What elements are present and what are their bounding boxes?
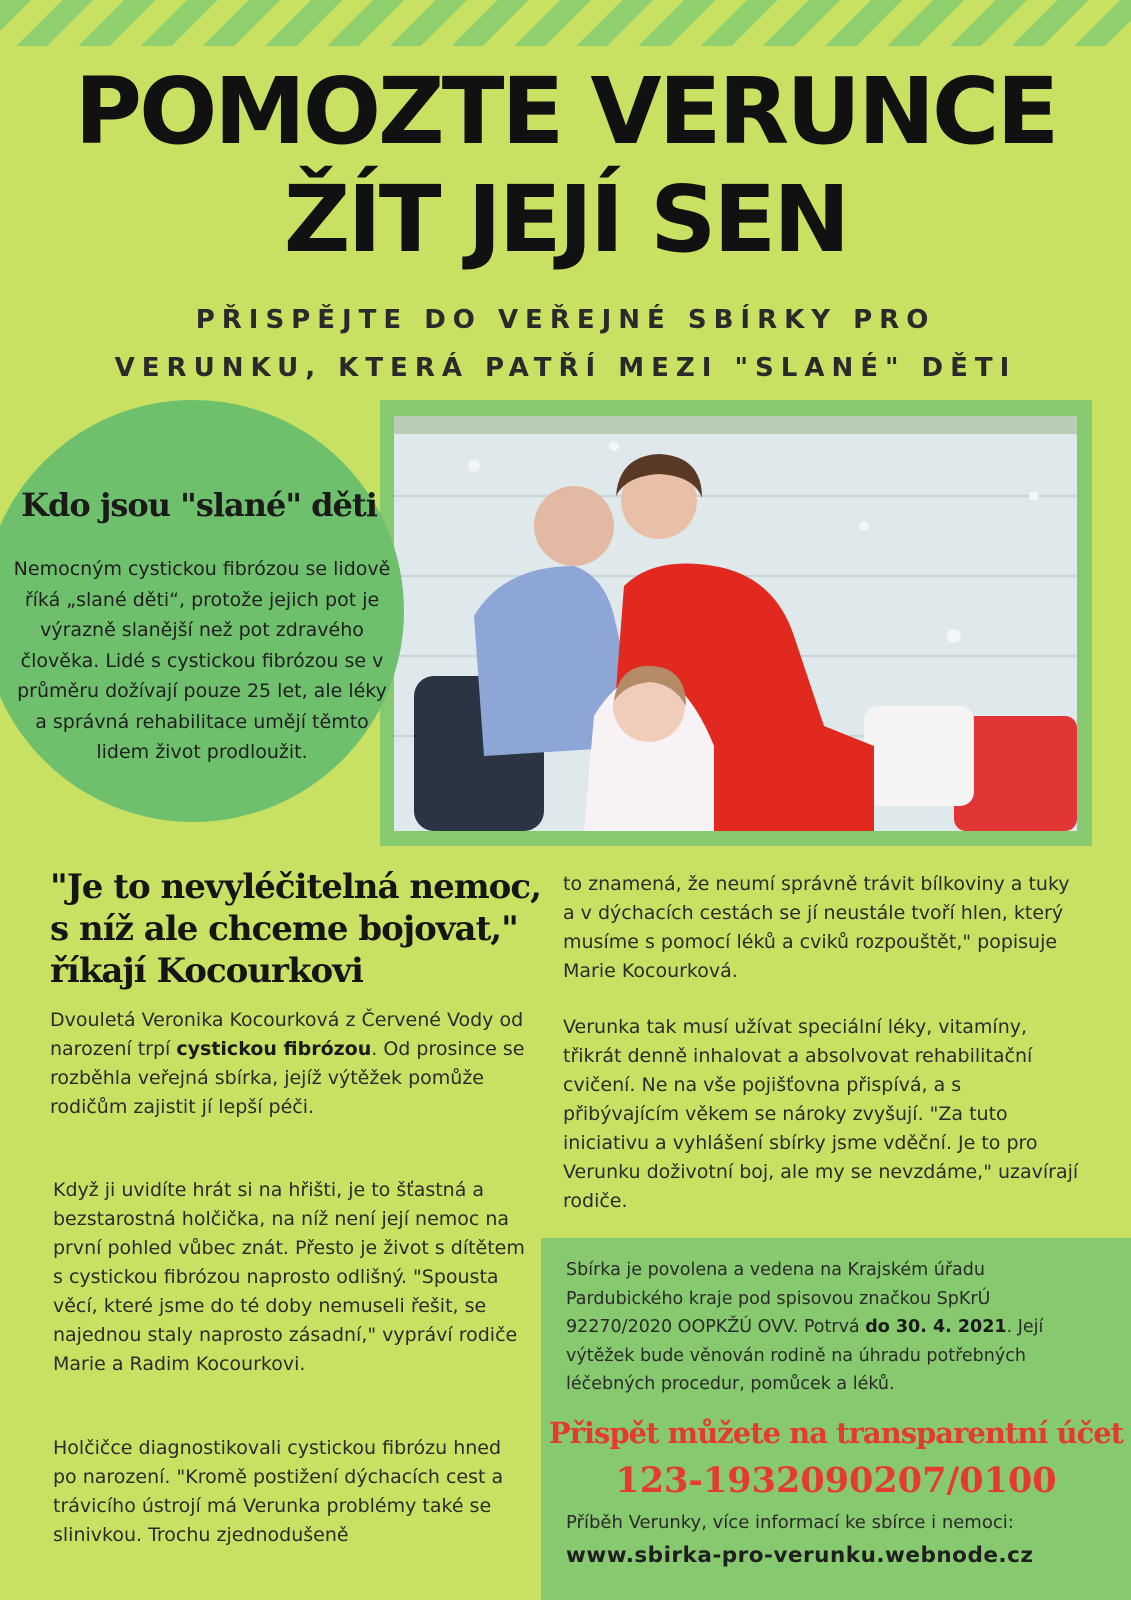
collection-info-text <box>566 1256 1086 1399</box>
poster-title <box>0 58 1131 274</box>
p1-text-end: . Od prosince se rozběhla veřejná sbírka, jejíž výtěžek pomůže rodičům zajistit jí lepší péči. <box>50 1038 525 1118</box>
circle-heading: Kdo jsou "slané" děti <box>21 486 377 524</box>
account-number: 123-1932090207/0100 <box>615 1460 1057 1501</box>
p1-bold-text: cystickou fibrózou <box>176 1038 372 1060</box>
article-paragraph-1 <box>50 1006 525 1122</box>
article-paragraph-2: Když ji uvidíte hrát si na hřišti, je to šťastná a bezstarostná holčička, na níž není její nemoc na první pohled vůbec znát. Přesto je život s dítětem s cystickou fibrózou naprosto odlišný. "Spousta věcí, které jsme do té doby nemuseli řešit, se najednou staly naprosto zásadní," vypráví rodiče Marie a Radim Kocourkovi. <box>53 1179 525 1375</box>
info-deadline: do 30. 4. 2021 <box>865 1317 1007 1337</box>
article-paragraph-4: to znamená, že neumí správně trávit bílkoviny a tuky a v dýchacích cestách se jí neustále tvoří hlen, který musíme s pomocí léků a cviků rozpouštět," popisuje Marie Kocourková. <box>563 873 1070 982</box>
family-photo <box>394 416 1077 831</box>
article-paragraph-3: Holčičce diagnostikovali cystickou fibrózu hned po narození. "Kromě postižení dýchacích cest a trávicího ústrojí má Verunka problémy také se slinivkou. Trochu zjednodušeně <box>53 1437 504 1546</box>
p1-text-start: Dvouletá Veronika Kocourková z Červené Vody od narození trpí <box>50 1009 524 1060</box>
account-label: Přispět můžete na transparentní účet <box>548 1416 1124 1450</box>
info-text-start: Sbírka je povolena a vedena na Krajském úřadu Pardubického kraje pod spisovou značkou SpKrÚ 92270/2020 OOPKŽÚ OVV. Potrvá <box>566 1260 991 1337</box>
article-quote-heading: "Je to nevyléčitelná nemoc, s níž ale chceme bojovat," říkají Kocourkovi <box>50 867 541 991</box>
article-paragraph-5: Verunka tak musí užívat speciální léky, vitamíny, třikrát denně inhalovat a absolvovat rehabilitační cvičení. Ne na vše pojišťovna přispívá, a s přibývajícím věkem se nároky zvyšují. "Za tuto iniciativu a vyhlášení sbírky jsme vděční. Je to pro Verunku doživotní boj, ale my se nevzdáme," uzavírají rodiče. <box>563 1016 1079 1212</box>
title-line-1: POMOZTE VERUNCE <box>74 58 1057 165</box>
info-text-end: . Její výtěžek bude věnován rodině na úhradu potřebných léčebných procedur, pomůcek a léků. <box>566 1317 1044 1394</box>
more-info-label: Příběh Verunky, více informací ke sbírce i nemoci: <box>566 1512 1014 1533</box>
top-stripe-band <box>0 0 1131 46</box>
subtitle-line-2: VERUNKU, KTERÁ PATŘÍ MEZI "SLANÉ" DĚTI <box>114 353 1017 383</box>
website-link[interactable]: www.sbirka-pro-verunku.webnode.cz <box>566 1543 1034 1568</box>
circle-text: Nemocným cystickou fibrózou se lidově říká „slané děti“, protože jejich pot je výrazně slanější než pot zdravého člověka. Lidé s cystickou fibrózou se v průměru dožívají pouze 25 let, ale léky a správná rehabilitace umějí těmto lidem život prodloužit. <box>13 558 391 763</box>
title-line-2: ŽÍT JEJÍ SEN <box>283 166 848 273</box>
subtitle-line-1: PŘISPĚJTE DO VEŘEJNÉ SBÍRKY PRO <box>195 305 936 335</box>
poster-subtitle <box>0 296 1131 392</box>
family-photo-illustration <box>394 416 1077 831</box>
